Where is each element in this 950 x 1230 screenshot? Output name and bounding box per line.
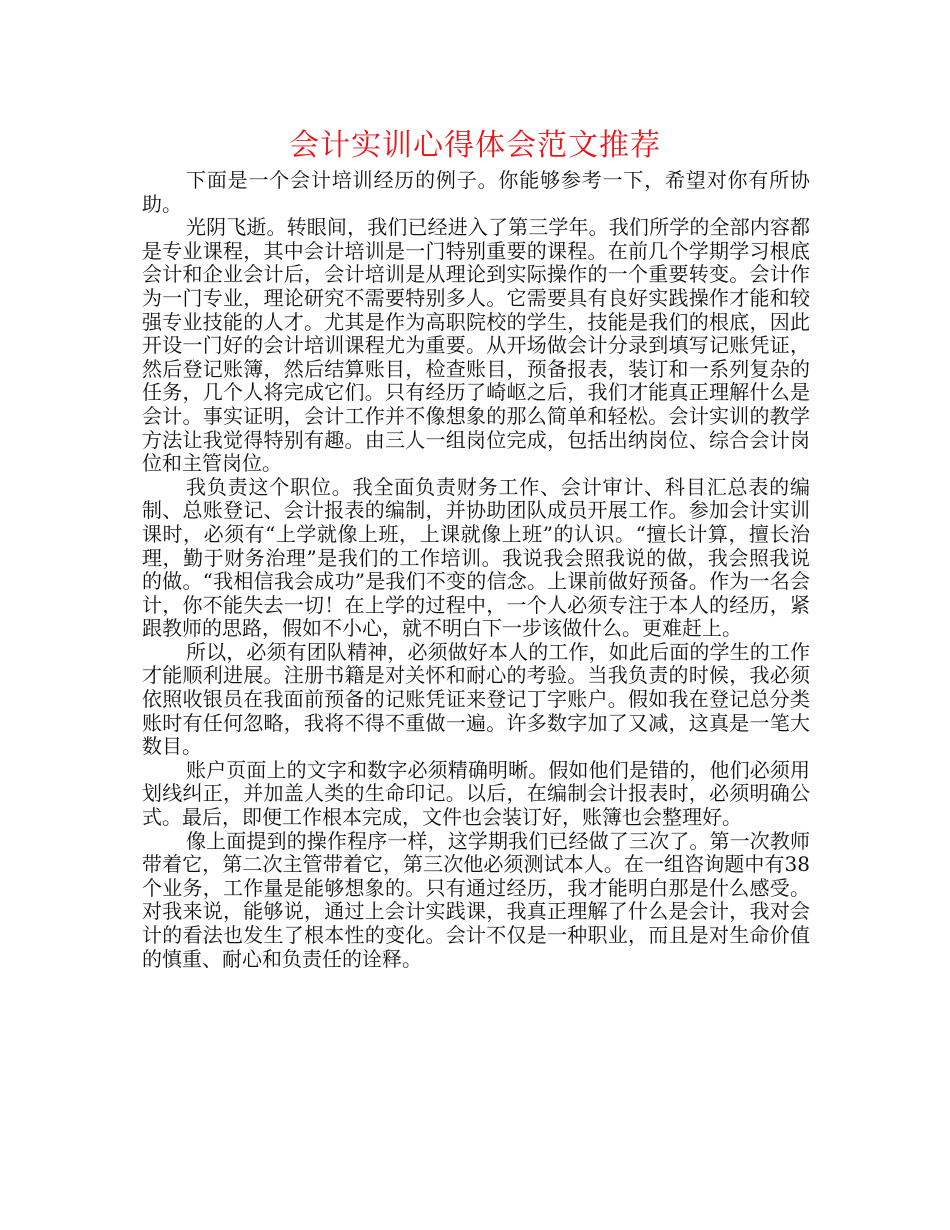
document-title: 会计实训心得体会范文推荐	[289, 128, 661, 163]
document-body	[142, 169, 810, 971]
paragraph-course-overview: 光阴飞逝。转眼间，我们已经进入了第三学年。我们所学的全部内容都是专业课程，其中会计培训是一门特别重要的课程。在前几个学期学习根底会计和企业会计后，会计培训是从理论到实际操作的一个重要转变。会计作为一门专业，理论研究不需要特别多人。它需要具有良好实践操作才能和较强专业技能的人才。尤其是作为高职院校的学生，技能是我们的根底，因此开设一门好的会计培训课程尤为重要。从开场做会计分录到填写记账凭证，然后登记账簿，然后结算账目，检查账目，预备报表，装订和一系列复杂的任务，几个人将完成它们。只有经历了崎岖之后，我们才能真正理解什么是会计。事实证明，会计工作并不像想象的那么简单和轻松。会计实训的教学方法让我觉得特别有趣。由三人一组岗位完成，包括出纳岗位、综合会计岗位和主管岗位。	[142, 215, 810, 476]
paragraph-role-duties: 我负责这个职位。我全面负责财务工作、会计审计、科目汇总表的编制、总账登记、会计报表的编制，并协助团队成员开展工作。参加会计实训课时，必须有“上学就像上班，上课就像上班”的认识。“擅长计算，擅长治理，勤于财务治理”是我们的工作培训。我说我会照我说的做，我会照我说的做。“我相信我会成功”是我们不变的信念。上课前做好预备。作为一名会计，你不能失去一切！在上学的过程中，一个人必须专注于本人的经历，紧跟教师的思路，假如不小心，就不明白下一步该做什么。更难赶上。	[142, 474, 810, 641]
paragraph-teamwork: 所以，必须有团队精神，必须做好本人的工作，如此后面的学生的工作才能顺利进展。注册书籍是对关怀和耐心的考验。当我负责的时候，我必须依照收银员在我面前预备的记账凭证来登记丁字账户。假如我在登记总分类账时有任何忽略，我将不得不重做一遍。许多数字加了又减，这真是一笔大数目。	[142, 639, 810, 759]
paragraph-accuracy: 账户页面上的文字和数字必须精确明晰。假如他们是错的，他们必须用划线纠正，并加盖人类的生命印记。以后，在编制会计报表时，必须明确公式。最后，即便工作根本完成，文件也会装订好，账簿也会整理好。	[142, 757, 810, 830]
paragraph-intro: 下面是一个会计培训经历的例子。你能够参考一下，希望对你有所协助。	[142, 168, 810, 216]
paragraph-conclusion: 像上面提到的操作程序一样，这学期我们已经做了三次了。第一次教师带着它，第二次主管带着它，第三次他必须测试本人。在一组咨询题中有38个业务，工作量是能够想象的。只有通过经历，我才能明白那是什么感受。对我来说，能够说，通过上会计实践课，我真正理解了什么是会计，我对会计的看法也发生了根本性的变化。会计不仅是一种职业，而且是对生命价值的慎重、耐心和负责任的诠释。	[142, 828, 810, 971]
